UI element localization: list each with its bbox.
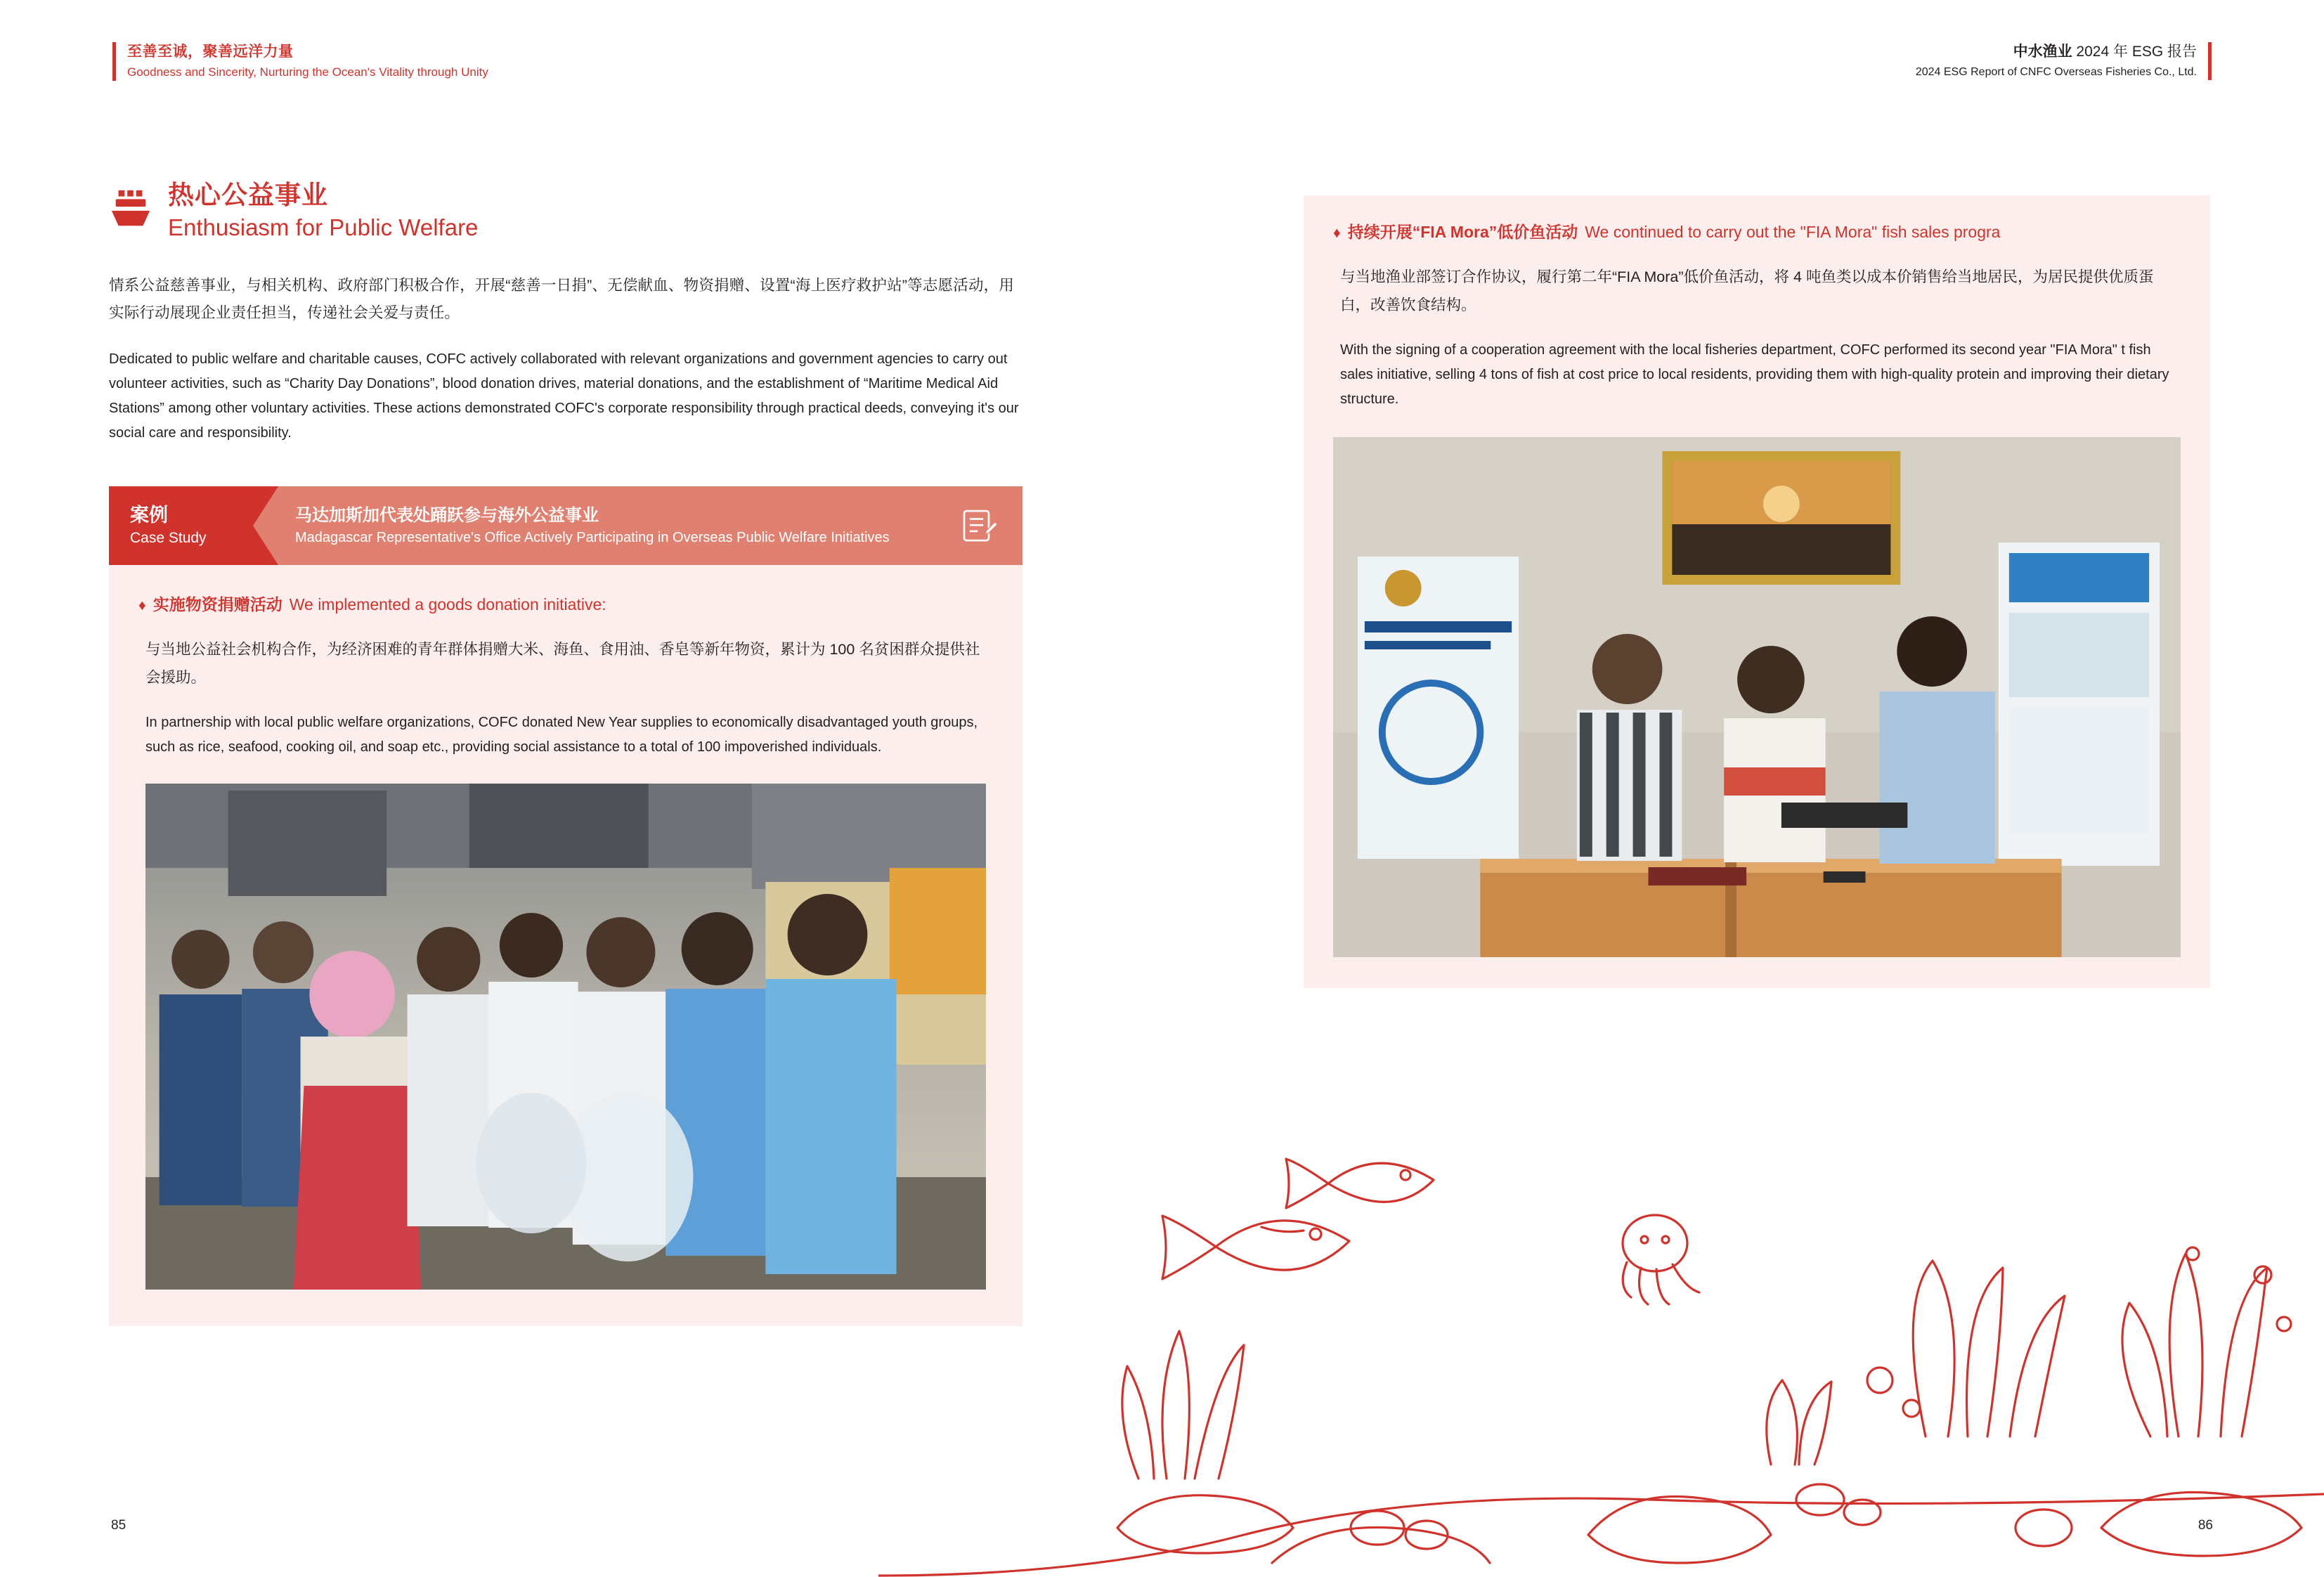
right-panel-subheading [1333, 219, 2181, 242]
section-title-en: Enthusiasm for Public Welfare [168, 214, 479, 241]
left-column [109, 179, 1023, 1326]
header-right [1916, 42, 2212, 80]
section-title [168, 179, 478, 242]
header-left-cn: 至善至诚，聚善远洋力量 [127, 44, 294, 60]
intro-paragraph-en: Dedicated to public welfare and charitable causes, COFC actively collaborated with relevant organizations and government agencies to carry out volunteer activities, such as “Charity Day Donations”, blood donation drives, material donations, and the establishment of “Maritime Medical Aid Stations” among other voluntary activities. These actions demonstrated COFC's corporate responsibility through practical deeds, conveying it's our social care and responsibility. [109, 351, 1019, 441]
header-left-en: Goodness and Sincerity, Nurturing the Ocean's Vitality through Unity [127, 65, 488, 79]
header-right-cn-bold: 中水渔业 [2013, 44, 2072, 60]
section-title-cn: 热心公益事业 [168, 181, 328, 209]
right-panel-subheading-en: We continued to carry out the "FIA Mora" fish sales progra [1585, 223, 2001, 241]
right-panel-body-cn: 与当地渔业部签订合作协议，履行第二年“FIA Mora”低价鱼活动，将 4 吨鱼类以成本价销售给当地居民，为居民提供优质蛋白，改善饮食结构。 [1340, 268, 2154, 313]
coral-reef-illustration [1096, 1043, 2324, 1577]
agreement-signing-photo [1333, 437, 2181, 957]
right-panel-subheading-cn: 持续开展“FIA Mora”低价鱼活动 [1347, 223, 1578, 241]
header-right-en: 2024 ESG Report of CNFC Overseas Fisheries Co., Ltd. [1915, 66, 2197, 79]
document-edit-icon [959, 506, 999, 545]
section-heading [109, 179, 1023, 242]
boat-icon [109, 186, 152, 230]
case-study-title-en: Madagascar Representative's Office Actively Participating in Overseas Public Welfare Initiatives [295, 530, 890, 546]
header-right-cn-rest: 2024 年 ESG 报告 [2072, 44, 2197, 60]
case-study-title [253, 486, 1023, 565]
case-study-tag-en: Case Study [130, 529, 207, 546]
diamond-icon: ♦ [138, 597, 146, 614]
left-panel-subheading-en: We implemented a goods donation initiative: [289, 595, 606, 614]
left-panel-subheading [138, 592, 993, 615]
case-study-title-text [295, 505, 890, 547]
donation-event-photo [145, 784, 986, 1290]
left-panel-subheading-cn: 实施物资捐赠活动 [152, 595, 283, 614]
right-panel-body-en: With the signing of a cooperation agreement with the local fisheries department, COFC performed its second year "FIA Mora" t fish sales initiative, selling 4 tons of fish at cost price to local residents, providing them with high-quality protein and improving their dietary structure. [1340, 342, 2169, 407]
header-right-cn [1916, 42, 2197, 62]
case-study-banner [109, 486, 1023, 565]
header-left [112, 42, 488, 81]
case-study-tag-cn: 案例 [130, 505, 168, 526]
right-column [1304, 195, 2210, 988]
page-number-right: 86 [2198, 1518, 2213, 1533]
right-pink-panel [1304, 195, 2210, 988]
left-panel-body-cn: 与当地公益社会机构合作，为经济困难的青年群体捐赠大米、海鱼、食用油、香皂等新年物资，累计为 100 名贫困群众提供社会援助。 [145, 641, 980, 686]
left-pink-panel [109, 565, 1023, 1326]
left-panel-body-en: In partnership with local public welfare organizations, COFC donated New Year supplies to economically disadvantaged youth groups, such as rice, seafood, cooking oil, and soap etc., providing social assistance to a total of 100 impoverished individuals. [145, 714, 978, 755]
case-study-title-cn: 马达加斯加代表处踊跃参与海外公益事业 [295, 505, 599, 525]
wave-divider [878, 1486, 2324, 1577]
intro-paragraph-cn: 情系公益慈善事业，与相关机构、政府部门积极合作，开展“慈善一日捐”、无偿献血、物资捐赠、设置“海上医疗救护站”等志愿活动，用实际行动展现企业责任担当，传递社会关爱与责任。 [109, 276, 1015, 322]
page-number-left: 85 [111, 1518, 126, 1533]
diamond-icon: ♦ [1333, 225, 1341, 241]
case-study-tag [109, 486, 253, 565]
